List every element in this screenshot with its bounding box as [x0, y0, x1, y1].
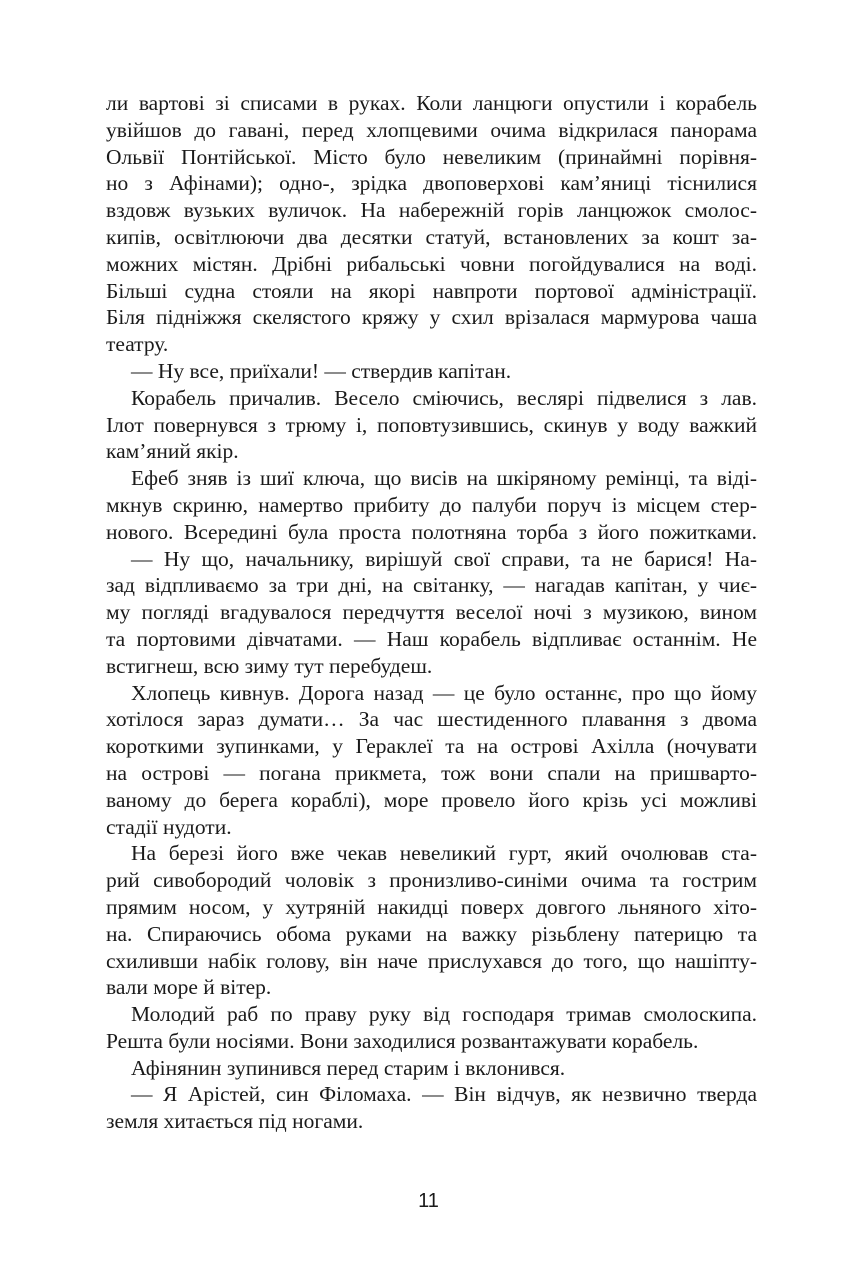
text-line: Ілот повернувся з трюму і, поповтузившись, скинув у воду важкий — [106, 412, 757, 437]
text-line: Решта були носіями. Вони заходилися розвантажувати корабель. — [106, 1028, 699, 1053]
text-line: му погляді вгадувалося передчуття веселої ночі з музикою, вином — [106, 600, 757, 625]
text-line: мкнув скриню, намертво прибиту до палуби поруч із місцем стер- — [106, 492, 757, 517]
text-line: хотілося зараз думати… За час шестиденного плавання з двома — [106, 707, 757, 732]
text-line: Більші судна стояли на якорі навпроти портової адміністрації. — [106, 278, 757, 303]
text-line: ваному до берега кораблі), море провело його крізь усі можливі — [106, 787, 757, 812]
text-line: вали море й вітер. — [106, 975, 272, 1000]
text-line: на острові — погана прикмета, тож вони спали на пришварто- — [106, 760, 757, 785]
text-line: стадії нудоти. — [106, 814, 232, 839]
text-line: — Ну все, приїхали! — ствердив капітан. — [131, 358, 512, 383]
text-line: зад відпливаємо за три дні, на світанку, — нагадав капітан, у чиє- — [106, 573, 757, 598]
text-line: на. Спираючись обома руками на важку різьблену патерицю та — [106, 921, 757, 946]
text-line: вздовж вузьких вуличок. На набережній горів ланцюжок смолос- — [106, 198, 757, 223]
text-line: ли вартові зі списами в руках. Коли ланцюги опустили і корабель — [106, 91, 757, 115]
text-line: Ольвії Понтійської. Місто було невеликим (принаймні порівня- — [106, 144, 757, 169]
text-line: кам’яний якір. — [106, 439, 239, 464]
text-line: кипів, освітлюючи два десятки статуй, встановлених за кошт за- — [106, 224, 757, 249]
text-line: — Я Арістей, син Філомаха. — Він відчув, як незвично тверда — [131, 1082, 757, 1107]
text-line: На березі його вже чекав невеликий гурт, який очолював ста- — [131, 841, 757, 866]
text-line: рий сивобородий чоловік з пронизливо-синіми очима та гострим — [106, 868, 757, 893]
text-line: схиливши набік голову, він наче прислухався до того, що нашіпту- — [106, 948, 757, 973]
text-line: можних містян. Дрібні рибальські човни погойдувалися на воді. — [106, 251, 757, 276]
text-line: встигнеш, всю зиму тут перебудеш. — [106, 653, 433, 678]
text-line: — Ну що, начальнику, вирішуй свої справи, та не барися! На- — [131, 546, 757, 571]
text-line: короткими зупинками, у Гераклеї та на острові Ахілла (ночувати — [106, 734, 757, 759]
text-line: нового. Всередині була проста полотняна торба з його пожитками. — [106, 519, 757, 544]
text-line: Афінянин зупинився перед старим і вклонився. — [131, 1055, 566, 1080]
text-line: Корабель причалив. Весело сміючись, веслярі підвелися з лав. — [131, 385, 757, 410]
text-line: прямим носом, у хутряній накидці поверх довгого льняного хіто- — [106, 894, 757, 919]
page-number: 11 — [418, 1190, 439, 1212]
text-line: Молодий раб по праву руку від господаря тримав смолоскипа. — [131, 1002, 757, 1027]
text-line: театру. — [106, 332, 169, 357]
text-line: Біля підніжжя скелястого кряжу у схил врізалася мармурова чаша — [106, 305, 757, 330]
text-line: Хлопець кивнув. Дорога назад — це було останнє, про що йому — [131, 680, 757, 705]
text-line: земля хитається під ногами. — [106, 1109, 364, 1134]
text-line: Ефеб зняв із шиї ключа, що висів на шкіряному ремінці, та віді- — [131, 466, 757, 491]
text-line: та портовими дівчатами. — Наш корабель відпливає останнім. Не — [106, 626, 757, 651]
text-line: увійшов до гавані, перед хлопцевими очима відкрилася панорама — [106, 117, 757, 142]
body-text — [106, 90, 757, 1135]
text-line: но з Афінами); одно-, зрідка двоповерхові кам’яниці тіснилися — [106, 171, 757, 196]
